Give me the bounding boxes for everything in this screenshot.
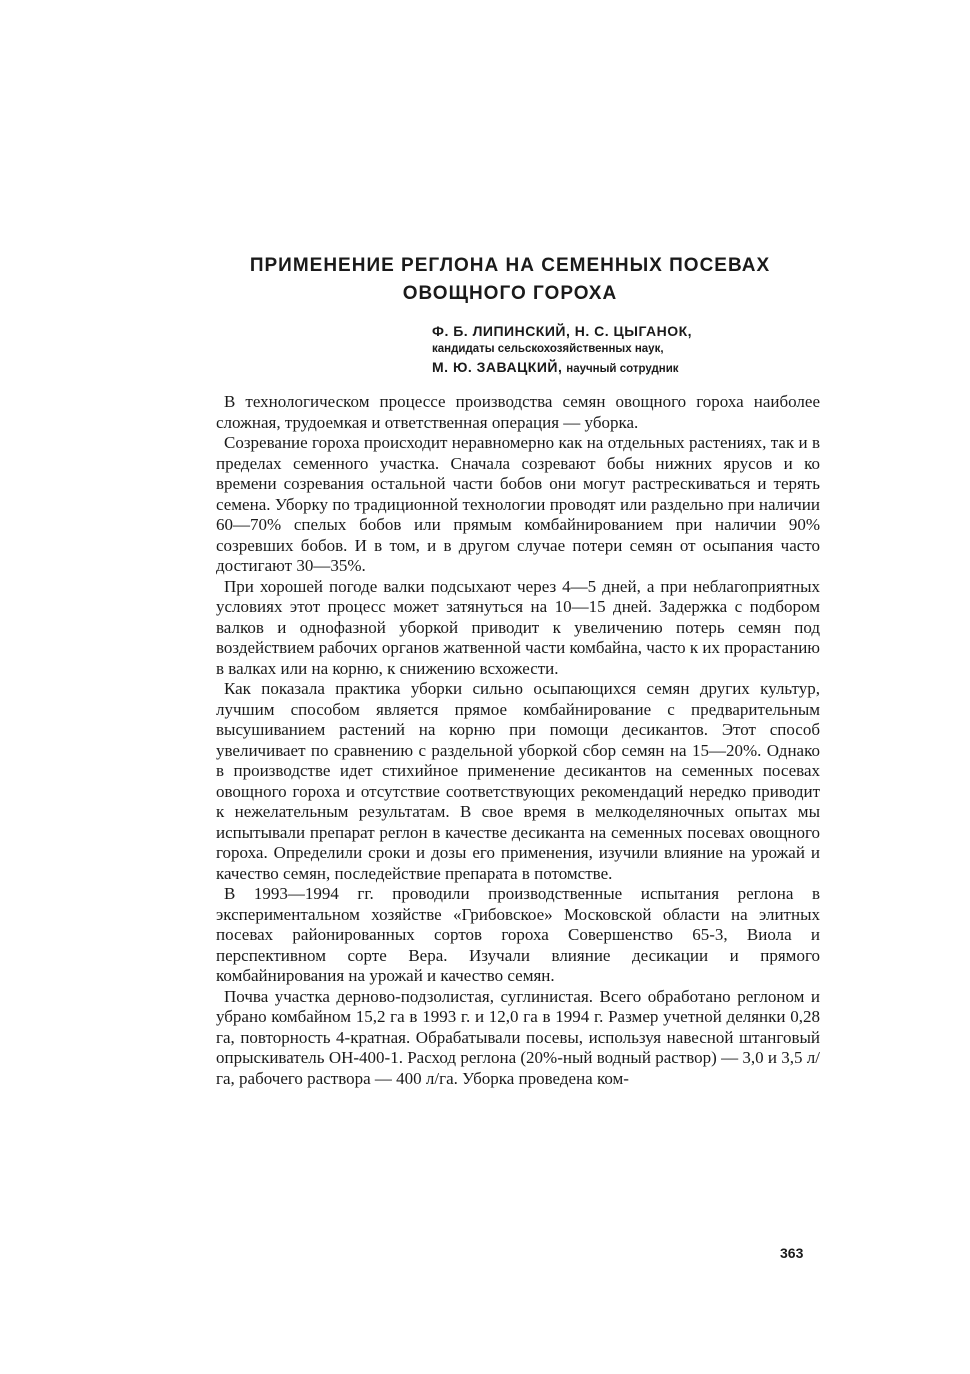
paragraph: В 1993—1994 гг. проводили производственные испытания реглона в экспериментальном хозяйстве «Грибовское» Московской области на элитных посевах районированных сортов гороха Совершенство 65-3, Виола и перспективном сорте Вера. Изучали влияние десикации и прямого комбайнирования на урожай и качество семян. (216, 884, 820, 985)
author-name-zavatsky: М. Ю. ЗАВАЦКИЙ, (432, 359, 563, 375)
author-role: научный сотрудник (566, 363, 679, 375)
title-line-1: ПРИМЕНЕНИЕ РЕГЛОНА НА СЕМЕННЫХ ПОСЕВАХ (249, 255, 771, 276)
article-body (216, 392, 820, 1089)
authors-line-1: Ф. Б. ЛИПИНСКИЙ, Н. С. ЦЫГАНОК, (432, 323, 693, 339)
title-line-2: ОВОЩНОГО ГОРОХА (402, 283, 618, 304)
paragraph: В технологическом процессе производства семян овощного гороха наиболее сложная, трудоемкая и ответственная операция — уборка. (216, 392, 820, 432)
authors-line-3 (432, 358, 692, 378)
paragraph: Созревание гороха происходит неравномерно как на отдельных растениях, так и в пределах семенного участка. Сначала созревают бобы нижних ярусов и ко времени созревания остальной части бобов они могут растрескиваться и терять семена. Уборку по традиционной технологии проводят или раздельно при наличии 60—70% спелых бобов или прямым комбайнированием при наличии 90% созревших бобов. И в том, и в другом случае потери семян от осыпания часто достигают 30—35%. (216, 433, 820, 575)
paragraph: Как показала практика уборки сильно осыпающихся семян других культур, лучшим способом является прямое комбайнирование с предварительным высушиванием растений на корню при помощи десикантов. Этот способ увеличивает по сравнению с раздельной уборкой сбор семян на 15—20%. Однако в производстве идет стихийное применение десикантов на семенных посевах овощного гороха и отсутствие соответствующих рекомендаций нередко приводит к нежелательным результатам. В свое время в мелкоделяночных опытах мы испытывали препарат реглон в качестве десиканта на семенных посевах овощного гороха. Определили сроки и дозы его применения, изучили влияние на урожай и качество семян, последействие препарата в потомстве. (216, 679, 820, 883)
authors-degree: кандидаты сельскохозяйственных наук, (432, 343, 664, 355)
page-number: 363 (780, 1245, 804, 1261)
paragraph: При хорошей погоде валки подсыхают через 4—5 дней, а при неблагоприятных условиях этот процесс может затянуться на 10—15 дней. Задержка с подбором валков и однофазной уборкой приводит к увеличению потерь семян под воздействием рабочих органов жатвенной части комбайна, часто к их прорастанию в валках или на корню, к снижению всхожести. (216, 576, 821, 678)
paragraph: Почва участка дерново-подзолистая, суглинистая. Всего обработано реглоном и убрано комбайном 15,2 га в 1993 г. и 12,0 га в 1994 г. Размер учетной делянки 0,28 га, повторность 4-кратная. Обрабатывали посевы, используя навесной штанговый опрыскиватель ОН-400-1. Расход реглона (20%-ный водный раствор) — 3,0 и 3,5 л/га, рабочего раствора — 400 л/га. Уборка проведена ком- (216, 986, 820, 1088)
article-title (160, 252, 860, 308)
author-block (432, 322, 692, 378)
